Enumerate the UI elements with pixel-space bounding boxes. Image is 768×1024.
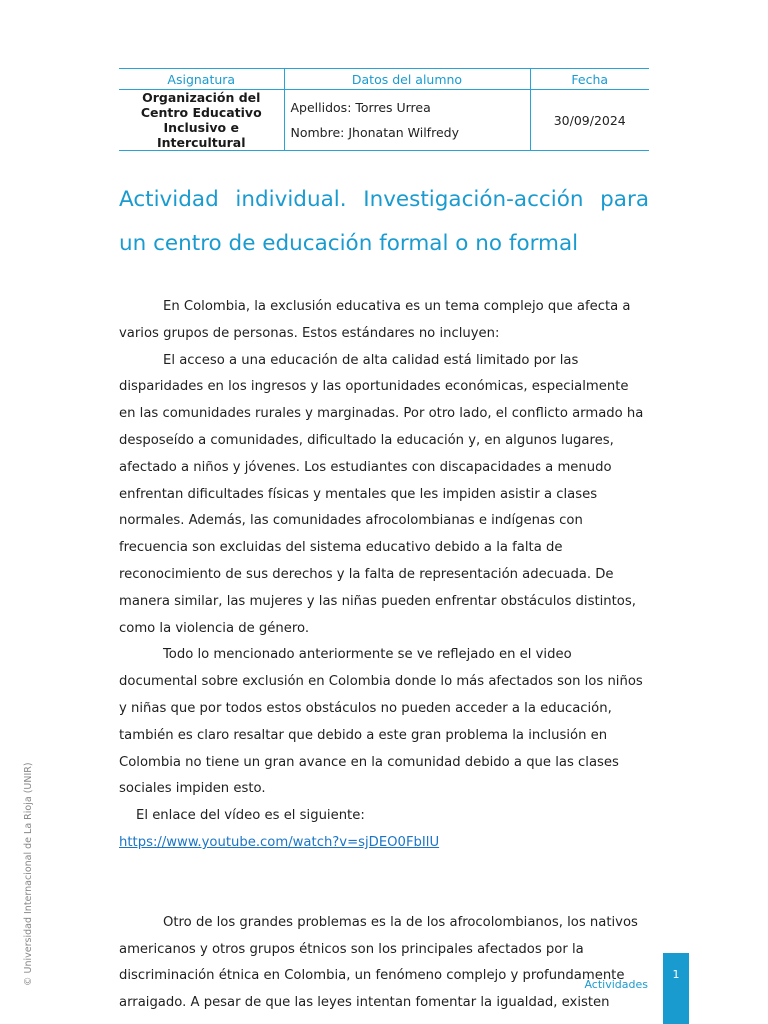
apellidos-value: Apellidos: Torres Urrea [290, 100, 431, 115]
nombre-value: Nombre: Jhonatan Wilfredy [290, 125, 459, 140]
paragraph-intro: En Colombia, la exclusión educativa es un tema complejo que afecta a varios grupos de personas. Estos estándares no incluyen: [119, 299, 631, 341]
header-fecha: Fecha [530, 69, 649, 90]
page-number-tab [663, 953, 689, 1024]
paragraph-ethnic: Otro de los grandes problemas es la de los afrocolombianos, los nativos americanos y otros grupos étnicos son los principales afectados por la discriminación étnica en Colombia, un fenómeno complejo y profundamente arraigado. A pesar de que las leyes intentan fomentar la igualdad, existen [119, 914, 638, 1011]
video-link-line [119, 830, 649, 857]
paragraph-link-intro: El enlace del vídeo es el siguiente: [136, 808, 365, 824]
copyright-vertical: © Universidad Internacional de La Rioja (UNIR) [23, 762, 34, 986]
paragraph-documentary: Todo lo mencionado anteriormente se ve reflejado en el video documental sobre exclusión en Colombia donde lo más afectados son los niños y niñas que por todos estos obstáculos no pueden acceder a la educación, también es claro resaltar que debido a este gran problema la inclusión en Colombia no tiene un gran avance en la comunidad debido a que las clases sociales impiden esto. [119, 647, 643, 797]
video-link[interactable]: https://www.youtube.com/watch?v=sjDEO0FbIlU [119, 834, 440, 850]
footer-section-label: Actividades [584, 978, 648, 991]
datos-alumno-cell [284, 90, 530, 151]
paragraph-gap [119, 857, 649, 910]
fecha-value: 30/09/2024 [530, 90, 649, 151]
asignatura-value: Organización del Centro Educativo Inclusivo e Intercultural [119, 90, 284, 151]
header-table [119, 68, 649, 151]
header-datos-alumno: Datos del alumno [284, 69, 530, 90]
page-number: 1 [672, 968, 680, 981]
paragraph-access: El acceso a una educación de alta calidad está limitado por las disparidades en los ingresos y las oportunidades económicas, especialmente en las comunidades rurales y marginadas. Por otro lado, el conflicto armado ha desposeído a comunidades, dificultado la educación y, en algunos lugares, afectado a niños y jóvenes. Los estudiantes con discapacidades a menudo enfrentan dificultades físicas y mentales que les impiden asistir a clases normales. Además, las comunidades afrocolombianas e indígenas con frecuencia son excluidas del sistema educativo debido a la falta de reconocimiento de sus derechos y la falta de representación adecuada. De manera similar, las mujeres y las niñas pueden enfrentar obstáculos distintos, como la violencia de género. [119, 352, 644, 636]
document-body [119, 294, 649, 1017]
document-title: Actividad individual. Investigación-acción para un centro de educación formal o no formal [119, 187, 649, 256]
header-asignatura: Asignatura [119, 69, 284, 90]
